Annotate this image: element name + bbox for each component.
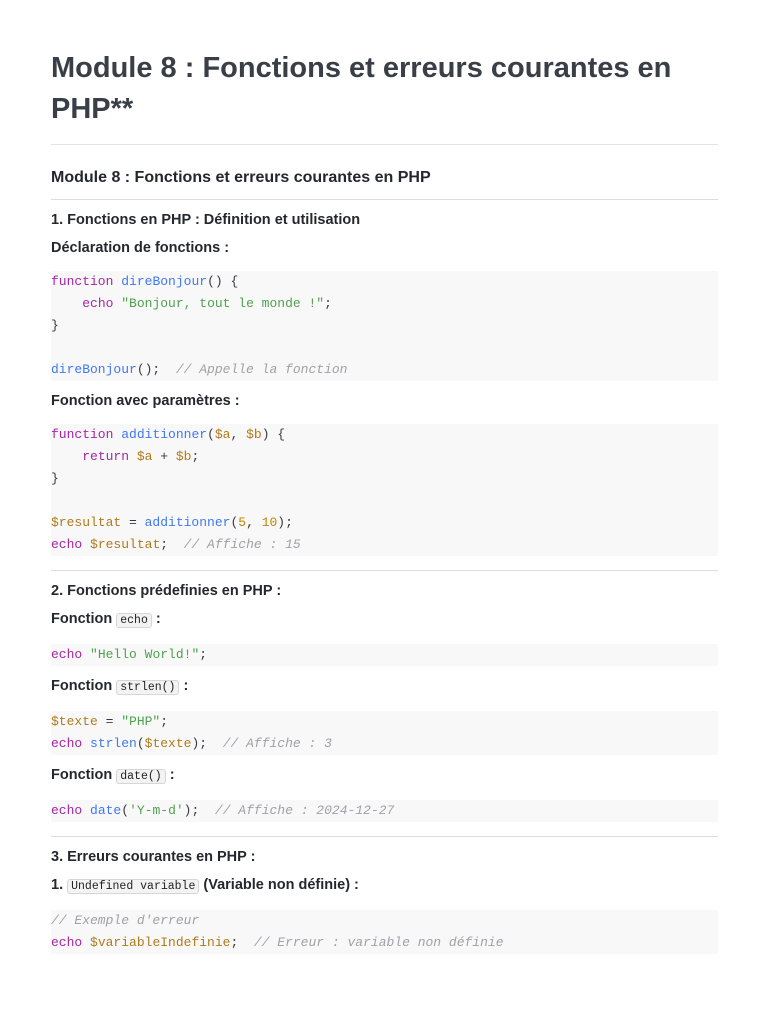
section-heading: 3. Erreurs courantes en PHP :: [51, 849, 256, 865]
code-line: [51, 315, 718, 337]
code-token: $resultat: [51, 515, 122, 530]
code-token: echo: [51, 647, 83, 662]
code-line: [51, 512, 718, 534]
heading-prefix: Fonction: [51, 678, 117, 694]
code-token: (: [121, 803, 130, 818]
code-token: [82, 935, 90, 950]
page-title: Module 8 : Fonctions et erreurs courantes en PHP**: [51, 0, 718, 145]
code-token: ;: [199, 647, 208, 662]
code-token: [82, 803, 90, 818]
code-token: date: [90, 803, 122, 818]
code-line: [51, 359, 718, 381]
code-token: }: [51, 318, 59, 333]
code-token: [82, 647, 90, 662]
subsection-heading: Fonction avec paramètres :: [51, 393, 240, 409]
code-block: [51, 424, 718, 556]
code-line: [51, 932, 718, 954]
code-token: return: [82, 449, 130, 464]
code-token: [129, 449, 137, 464]
code-token: 5: [238, 515, 247, 530]
code-token: ;: [191, 449, 200, 464]
code-token: // Affiche : 3: [222, 736, 332, 751]
code-token: // Affiche : 2024-12-27: [214, 803, 395, 818]
code-token: $a: [136, 449, 153, 464]
inline-code: date(): [116, 769, 165, 784]
code-token: (: [207, 427, 215, 442]
heading-prefix: 1.: [51, 877, 68, 893]
code-token: [51, 449, 82, 464]
code-token: $texte: [51, 714, 98, 729]
heading-suffix: :: [179, 678, 189, 694]
code-line: [51, 534, 718, 556]
code-token: direBonjour: [51, 362, 137, 377]
code-token: "Bonjour, tout le monde !": [121, 296, 325, 311]
code-token: );: [277, 515, 293, 530]
code-line: [51, 800, 718, 822]
code-line: [51, 293, 718, 315]
code-block: [51, 644, 718, 666]
subsection-heading: [51, 609, 718, 644]
subsection-heading: [51, 676, 718, 711]
code-token: // Appelle la fonction: [175, 362, 348, 377]
code-line: [51, 490, 718, 512]
code-line: [51, 644, 718, 666]
document-content: [51, 200, 718, 954]
code-token: echo: [51, 736, 83, 751]
code-block: [51, 800, 718, 822]
section-heading: 2. Fonctions prédefinies en PHP :: [51, 583, 282, 599]
section-heading: 1. Fonctions en PHP : Définition et utilisation: [51, 212, 361, 228]
code-token: $variableIndefinie: [90, 935, 231, 950]
code-token: $a: [214, 427, 231, 442]
code-token: ,: [230, 427, 247, 442]
code-token: $b: [246, 427, 262, 442]
code-token: strlen: [90, 736, 137, 751]
code-token: =: [121, 515, 145, 530]
heading-prefix: Fonction: [51, 767, 117, 783]
subsection-heading: [51, 765, 718, 800]
inline-code: Undefined variable: [67, 879, 199, 894]
code-token: ;: [324, 296, 332, 311]
code-block: [51, 711, 718, 755]
code-token: echo: [51, 803, 83, 818]
code-token: function: [51, 274, 114, 289]
code-token: // Erreur : variable non définie: [253, 935, 504, 950]
code-token: [82, 736, 90, 751]
code-token: );: [183, 803, 215, 818]
code-token: additionner: [144, 515, 231, 530]
subsection-heading: Déclaration de fonctions :: [51, 240, 230, 256]
code-token: // Affiche : 15: [183, 537, 301, 552]
inline-code: strlen(): [116, 680, 179, 695]
code-line: [51, 424, 718, 446]
code-line: [51, 337, 718, 359]
code-token: [82, 537, 90, 552]
code-line: [51, 711, 718, 733]
code-block: [51, 271, 718, 381]
code-token: $b: [175, 449, 192, 464]
code-token: ,: [246, 515, 262, 530]
code-token: ) {: [261, 427, 286, 442]
code-token: ;: [160, 537, 184, 552]
code-token: "Hello World!": [90, 647, 200, 662]
subsection-heading: [51, 875, 718, 910]
code-token: echo: [51, 935, 83, 950]
code-token: ();: [136, 362, 176, 377]
code-token: echo: [82, 296, 114, 311]
code-token: $resultat: [90, 537, 161, 552]
heading-suffix: (Variable non définie) :: [199, 877, 359, 893]
code-token: );: [191, 736, 223, 751]
code-block: [51, 910, 718, 954]
code-token: (: [136, 736, 145, 751]
code-line: [51, 910, 718, 932]
code-line: [51, 733, 718, 755]
code-token: $texte: [144, 736, 192, 751]
module-subtitle: Module 8 : Fonctions et erreurs courantes en PHP: [51, 145, 718, 200]
code-token: ;: [230, 935, 254, 950]
code-token: ;: [160, 714, 169, 729]
code-token: // Exemple d'erreur: [51, 913, 200, 928]
heading-suffix: :: [165, 767, 175, 783]
code-token: () {: [207, 274, 239, 289]
code-token: echo: [51, 537, 83, 552]
code-token: +: [152, 449, 176, 464]
code-line: [51, 271, 718, 293]
code-token: direBonjour: [121, 274, 208, 289]
code-token: 'Y-m-d': [129, 803, 184, 818]
code-token: 10: [261, 515, 278, 530]
code-token: }: [51, 471, 59, 486]
code-token: [51, 296, 82, 311]
heading-suffix: :: [151, 611, 161, 627]
code-token: function: [51, 427, 114, 442]
inline-code: echo: [116, 613, 152, 628]
code-line: [51, 446, 718, 468]
code-token: additionner: [121, 427, 208, 442]
code-line: [51, 468, 718, 490]
heading-prefix: Fonction: [51, 611, 117, 627]
code-token: "PHP": [121, 714, 161, 729]
code-token: =: [97, 714, 122, 729]
code-token: (: [230, 515, 239, 530]
